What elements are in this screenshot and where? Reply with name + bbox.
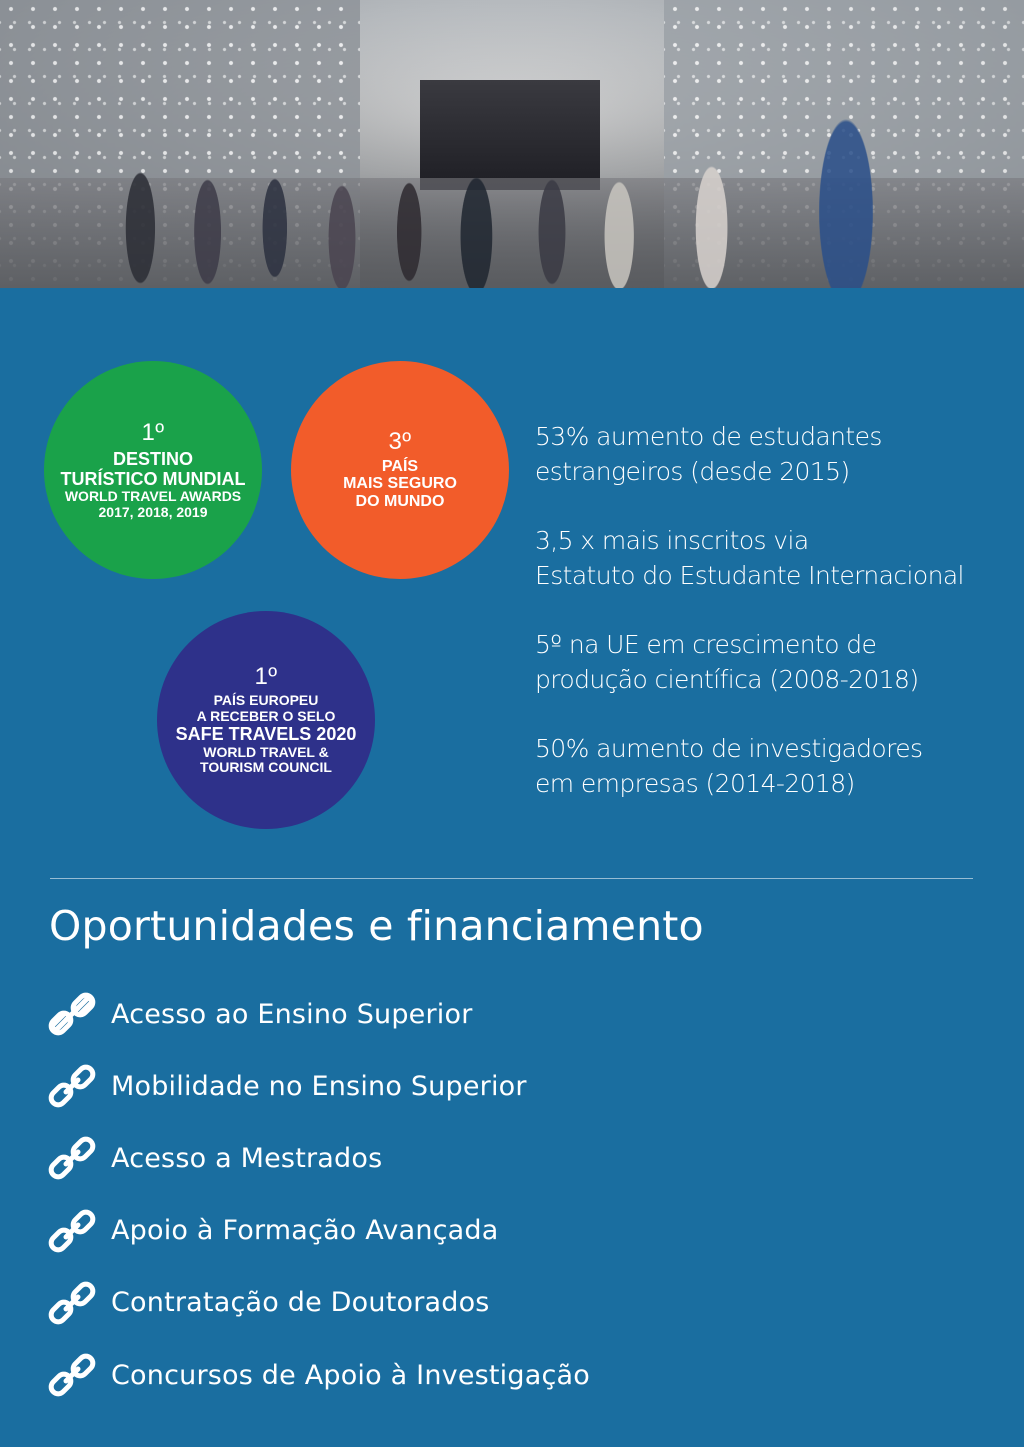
- badge-rank: 1º: [141, 418, 165, 446]
- badge-line: WORLD TRAVEL AWARDS: [64, 487, 242, 504]
- link-icon: [48, 1207, 96, 1255]
- badge-line: TURÍSTICO MUNDIAL: [60, 468, 246, 489]
- link-label[interactable]: Concursos de Apoio à Investigação: [111, 1359, 590, 1391]
- badge-safest-country: [291, 361, 509, 579]
- stat-line: estrangeiros (desde 2015): [535, 457, 850, 486]
- link-label[interactable]: Acesso a Mestrados: [111, 1142, 383, 1174]
- stat-line: Estatuto do Estudante Internacional: [535, 561, 964, 590]
- link-icon: [48, 1134, 96, 1182]
- badge-line: A RECEBER O SELO: [196, 707, 336, 724]
- badge-rank: 1º: [254, 663, 278, 691]
- link-mobilidade-ensino-superior[interactable]: [48, 1050, 948, 1122]
- stat-line: 3,5 x mais inscritos via: [535, 526, 809, 555]
- link-label[interactable]: Acesso ao Ensino Superior: [111, 998, 473, 1030]
- stat-line: 5º na UE em crescimento de: [535, 630, 877, 659]
- stats-list: [535, 419, 1005, 835]
- link-label[interactable]: Contratação de Doutorados: [111, 1287, 490, 1319]
- link-label[interactable]: Mobilidade no Ensino Superior: [111, 1070, 527, 1102]
- hero-photo: [0, 0, 1024, 288]
- link-contratacao-doutorados[interactable]: [48, 1267, 948, 1339]
- link-icon: [48, 1351, 96, 1399]
- link-acesso-ensino-superior[interactable]: [48, 978, 948, 1050]
- stat-item: [535, 731, 1005, 801]
- link-apoio-formacao-avancada[interactable]: [48, 1195, 948, 1267]
- badge-safe-travels: [157, 611, 375, 829]
- stat-line: 50% aumento de investigadores: [535, 734, 923, 763]
- badge-line: SAFE TRAVELS 2020: [175, 724, 357, 745]
- badge-rank: 3º: [388, 427, 412, 455]
- link-icon: [48, 1062, 96, 1110]
- badge-line: TOURISM COUNCIL: [200, 759, 332, 776]
- badge-line: WORLD TRAVEL &: [203, 743, 329, 760]
- link-icon: [48, 1279, 96, 1327]
- stat-item: [535, 627, 1005, 697]
- section-title: Oportunidades e financiamento: [49, 902, 704, 950]
- hero-crowd: [90, 88, 930, 288]
- badge-line: DESTINO: [112, 448, 193, 469]
- link-concursos-apoio-investigacao[interactable]: [48, 1339, 948, 1411]
- links-list: [48, 978, 948, 1411]
- badge-line: DO MUNDO: [355, 493, 445, 511]
- badge-line: 2017, 2018, 2019: [98, 503, 208, 520]
- badge-line: PAÍS EUROPEU: [213, 692, 319, 709]
- stat-line: 53% aumento de estudantes: [535, 422, 882, 451]
- badge-line: PAÍS: [381, 457, 419, 475]
- stat-line: em empresas (2014-2018): [535, 769, 855, 798]
- link-acesso-mestrados[interactable]: [48, 1122, 948, 1194]
- badge-world-travel-awards: [44, 361, 262, 579]
- link-icon: [48, 990, 96, 1038]
- stat-line: produção científica (2008-2018): [535, 665, 919, 694]
- stat-item: [535, 523, 1005, 593]
- badge-line: MAIS SEGURO: [343, 475, 457, 493]
- section-divider: [50, 878, 973, 879]
- stat-item: [535, 419, 1005, 489]
- link-label[interactable]: Apoio à Formação Avançada: [111, 1215, 499, 1247]
